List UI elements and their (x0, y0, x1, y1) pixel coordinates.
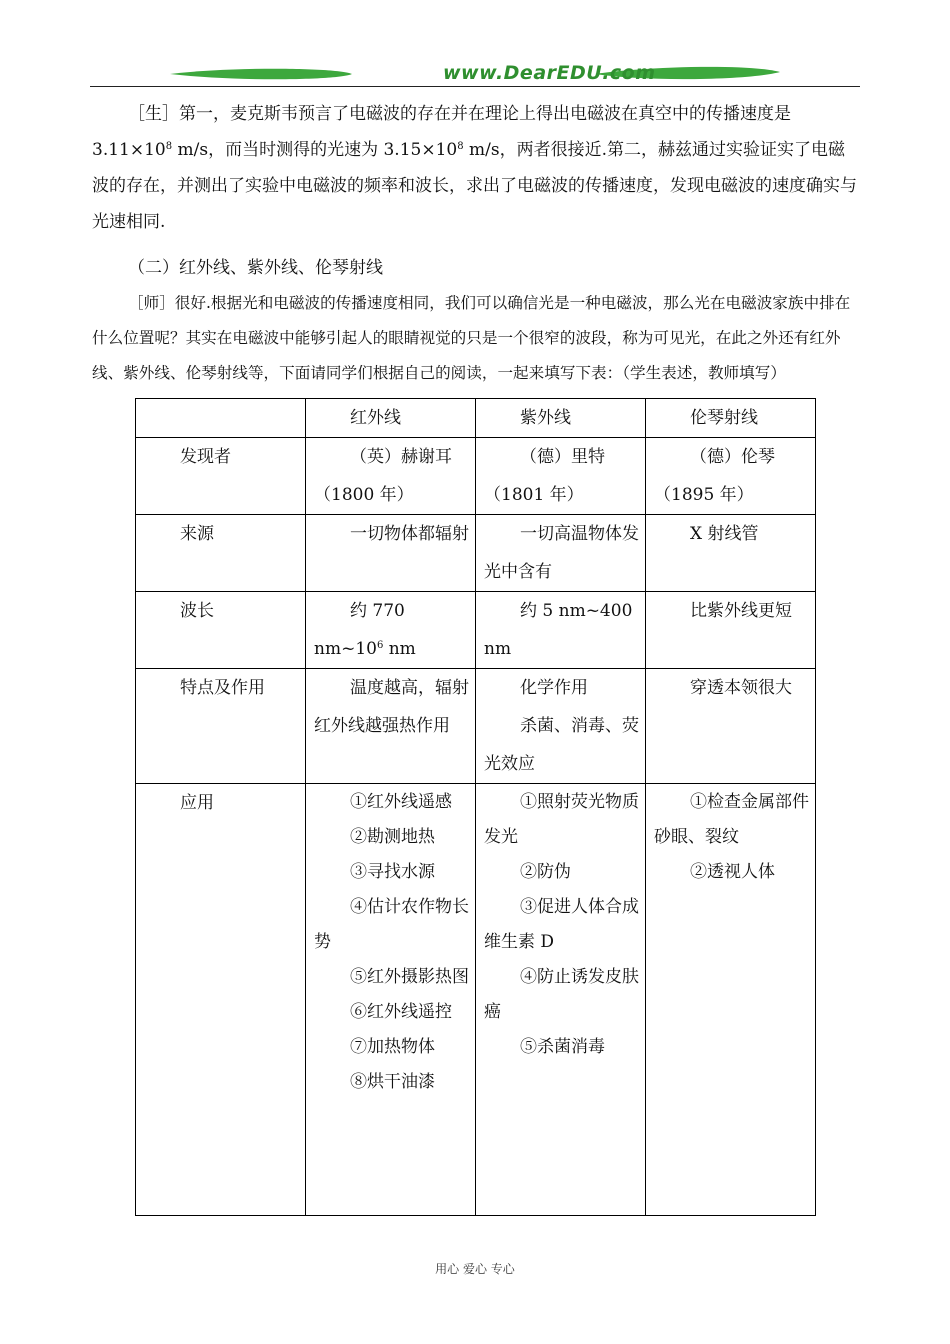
cell-ir-wavelength: 约 770 $nm\sim 10^6$ nm (306, 592, 476, 669)
table-row (136, 515, 816, 592)
table-row (136, 669, 816, 784)
paragraph-teacher-intro: ［师］很好.根据光和电磁波的传播速度相同，我们可以确信光是一种电磁波，那么光在电磁波家族中排在什么位置呢？其实在电磁波中能够引起人的眼睛视觉的只是一个很窄的波段，称为可见光，在此之外还有红外线、紫外线、伦琴射线等，下面请同学们根据自己的阅读，一起来填写下表：（学生表述，教师填写） (92, 294, 851, 382)
header-rule (90, 86, 860, 87)
cell-ir-source: 一切物体都辐射 (306, 515, 476, 592)
cell-uv-discoverer: （德）里特（1801 年） (476, 438, 646, 515)
cell-ir-applications: ①红外线遥感 ②勘测地热 ③寻找水源 ④估计农作物长势 ⑤红外摄影热图 ⑥红外线遥控 ⑦加热物体 ⑧烘干油漆 (306, 784, 476, 1216)
cell-xray-applications: ①检查金属部件砂眼、裂纹 ②透视人体 (646, 784, 816, 1216)
cell-xray-discoverer: （德）伦琴（1895 年） (646, 438, 816, 515)
cell-uv-features: 化学作用 杀菌、消毒、荧光效应 (476, 669, 646, 784)
row-label-discoverer: 发现者 (136, 438, 306, 515)
header-cell-xray: 伦琴射线 (646, 399, 816, 438)
table-row (136, 784, 816, 1216)
brand-logo-text[interactable]: www.DearEDU.com (443, 62, 656, 84)
ray-comparison-table (135, 398, 816, 1216)
page-header (90, 62, 860, 90)
cell-ir-discoverer: （英）赫谢耳（1800 年） (306, 438, 476, 515)
cell-uv-wavelength: 约 5 nm~400 nm (476, 592, 646, 669)
page-footer: 用心 爱心 专心 (435, 1262, 515, 1276)
cell-uv-source: 一切高温物体发光中含有 (476, 515, 646, 592)
cell-xray-wavelength: 比紫外线更短 (646, 592, 816, 669)
table-header-row (136, 399, 816, 438)
cell-xray-features: 穿透本领很大 (646, 669, 816, 784)
header-cell-infrared: 红外线 (306, 399, 476, 438)
row-label-applications: 应用 (136, 784, 306, 1216)
cell-xray-source: X 射线管 (646, 515, 816, 592)
row-label-source: 来源 (136, 515, 306, 592)
cell-ir-features: 温度越高，辐射红外线越强热作用 (306, 669, 476, 784)
header-cell-ultraviolet: 紫外线 (476, 399, 646, 438)
table-row (136, 438, 816, 515)
header-cell-empty (136, 399, 306, 438)
table-row (136, 592, 816, 669)
row-label-features: 特点及作用 (136, 669, 306, 784)
cell-uv-applications: ①照射荧光物质发光 ②防伪 ③促进人体合成维生素 D ④防止诱发皮肤癌 ⑤杀菌消毒 (476, 784, 646, 1216)
row-label-wavelength: 波长 (136, 592, 306, 669)
paragraph-student-answer: ［生］第一，麦克斯韦预言了电磁波的存在并在理论上得出电磁波在真空中的传播速度是$3.11\times 10^8$ m/s，而当时测得的光速为 $3.15\times 10^8$ m/s，两者很接近.第二，赫兹通过实验证实了电磁波的存在，并测出了实验中电磁波的频率和波长，求出了电磁波的传播速度，发现电磁波的速度确实与光速相同. (92, 104, 857, 232)
section-heading: （二）红外线、紫外线、伦琴射线 (128, 258, 383, 278)
